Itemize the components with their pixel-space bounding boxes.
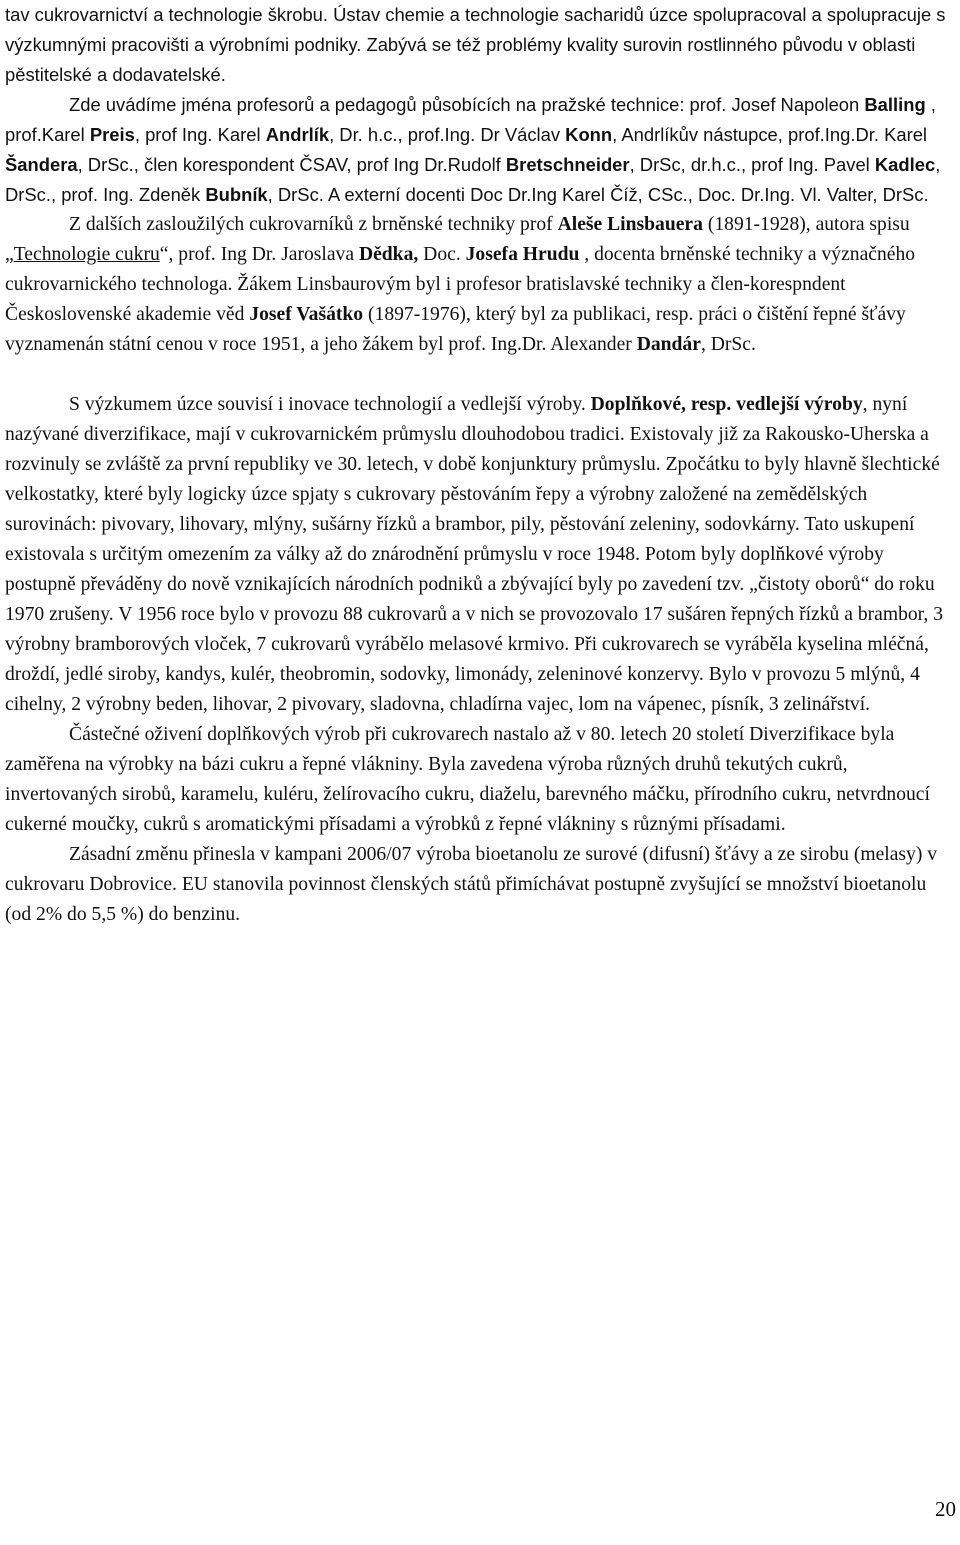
bold-text: Konn bbox=[565, 124, 613, 145]
paragraph-spacer bbox=[5, 360, 955, 390]
bold-text: Andrlík bbox=[265, 124, 330, 145]
text-run: (1897-1976), který byl za publikaci, resp. práci o čištění řepné šťávy vyznamenán státní cenou v roce 1951, a jeho žákem byl prof. Ing.Dr. Alexander bbox=[5, 304, 906, 355]
paragraph bbox=[5, 720, 955, 840]
text-run: , prof Ing. Karel bbox=[134, 124, 266, 145]
text-run: Zde uvádíme jména profesorů a pedagogů působících na pražské technice: prof. Josef Napoleon bbox=[69, 94, 865, 115]
paragraph bbox=[5, 90, 955, 210]
text-run: Z dalších zasloužilých cukrovarníků z brněnské techniky prof bbox=[69, 214, 558, 235]
text-run: , Andrlíkův nástupce, prof.Ing.Dr. Karel bbox=[612, 124, 928, 145]
bold-text: Josefa Hrudu bbox=[465, 244, 580, 265]
text-run: , DrSc. A externí docenti Doc Dr.Ing Karel Číž, CSc., Doc. Dr.Ing. Vl. Valter, DrSc. bbox=[267, 184, 929, 205]
document-body bbox=[5, 0, 955, 930]
text-run: , prof.Karel bbox=[5, 94, 936, 145]
bold-text: Bretschneider bbox=[505, 154, 630, 175]
paragraph bbox=[5, 840, 955, 930]
paragraph bbox=[5, 0, 955, 90]
text-run: (1891-1928), autora spisu „ bbox=[5, 214, 910, 265]
text-run: “, prof. Ing Dr. Jaroslava bbox=[159, 244, 359, 265]
bold-text: Preis bbox=[89, 124, 135, 145]
text-run: , Dr. h.c., prof.Ing. Dr Václav bbox=[329, 124, 566, 145]
bold-text: Dědka, bbox=[358, 244, 419, 265]
text-run: , nyní nazývané diverzifikace, mají v cukrovarnickém průmyslu dlouhodobou tradici. Existovaly již za Rakousko-Uherska a rozvinuly se zvláště za první republiky ve 30. letech, v době konjunktury průmyslu. Zpočátku to byly hlavně šlechtické velkostatky, které byly logicky úzce spjaty s cukrovary pěstováním řepy a výrobny založené na zemědělských surovinách: pivovary, lihovary, mlýny, sušárny řízků a brambor, pily, pěstování zeleniny, sodovkárny. Tato uskupení existovala s určitým omezením za války až do znárodnění průmyslu v roce 1948. Potom byly doplňkové výroby postupně převáděny do nově vznikajících národních podniků a zbývající byly po zavedení tzv. „čistoty oborů“ do roku 1970 zrušeny. V 1956 roce bylo v provozu 88 cukrovarů a v nich se provozovalo 17 sušáren řepných řízků a brambor, 3 výrobny bramborových vloček, 7 cukrovarů vyrábělo melasové krmivo. Při cukrovarech se vyráběla kyselina mléčná, droždí, jedlé siroby, kandys, kulér, theobromin, sodovky, limonády, zeleninové konzervy. Bylo v provozu 5 mlýnů, 4 cihelny, 2 výrobny beden, lihovar, 2 pivovary, sladovna, chladírna vajec, lom na vápenec, písník, 3 zelinářství. bbox=[5, 394, 944, 715]
bold-text: Bubník bbox=[205, 184, 268, 205]
text-run: Zásadní změnu přinesla v kampani 2006/07 výroba bioetanolu ze surové (difusní) šťávy a ze sirobu (melasy) v cukrovaru Dobrovice. EU stanovila povinnost členských států přimíchávat postupně zvyšující se množství bioetanolu (od 2% do 5,5 %) do benzinu. bbox=[5, 844, 938, 925]
document-page bbox=[5, 0, 955, 930]
paragraph bbox=[5, 390, 955, 720]
bold-text: Kadlec bbox=[874, 154, 936, 175]
bold-text: Doplňkové, resp. vedlejší výroby bbox=[590, 394, 863, 415]
text-run: , DrSc., člen korespondent ČSAV, prof Ing Dr.Rudolf bbox=[77, 154, 506, 175]
bold-text: Šandera bbox=[5, 154, 78, 175]
text-run: S výzkumem úzce souvisí i inovace technologií a vedlejší výroby. bbox=[69, 394, 591, 415]
text-run: Doc. bbox=[418, 244, 466, 265]
text-run: Částečné oživení doplňkových výrob při cukrovarech nastalo až v 80. letech 20 století Diverzifikace byla zaměřena na výrobky na bázi cukru a řepné vlákniny. Byla zavedena výroba různých druhů tekutých cukrů, invertovaných sirobů, karamelu, kuléru, želírovacího cukru, diaželu, barevného máčku, přírodního cukru, netvrdnoucí cukerné moučky, cukrů s aromatickými přísadami a výrobků z řepné vlákniny s různými přísadami. bbox=[5, 724, 930, 835]
bold-text: Aleše Linsbauera bbox=[557, 214, 703, 235]
text-run: , docenta brněnské techniky a význačného cukrovarnického technologa. Žákem Linsbaurovým byl i profesor bratislavské techniky a člen-korespndent Československé akademie věd bbox=[5, 244, 916, 325]
bold-text: Dandár bbox=[636, 334, 701, 355]
text-run: tav cukrovarnictví a technologie škrobu. Ústav chemie a technologie sacharidů úzce spolupracoval a spolupracuje s výzkumnými pracovišti a výrobními podniky. Zabývá se též problémy kvality surovin rostlinného původu v oblasti pěstitelské a dodavatelské. bbox=[5, 4, 946, 85]
bold-text: Josef Vašátko bbox=[249, 304, 364, 325]
paragraph bbox=[5, 210, 955, 360]
text-run: , DrSc. bbox=[700, 334, 756, 355]
page-number: 20 bbox=[935, 1497, 956, 1521]
text-run: , DrSc., prof. Ing. Zdeněk bbox=[5, 154, 941, 205]
text-run: , DrSc, dr.h.c., prof Ing. Pavel bbox=[629, 154, 875, 175]
bold-text: Balling bbox=[864, 94, 926, 115]
underlined-text: Technologie cukru bbox=[13, 244, 160, 265]
